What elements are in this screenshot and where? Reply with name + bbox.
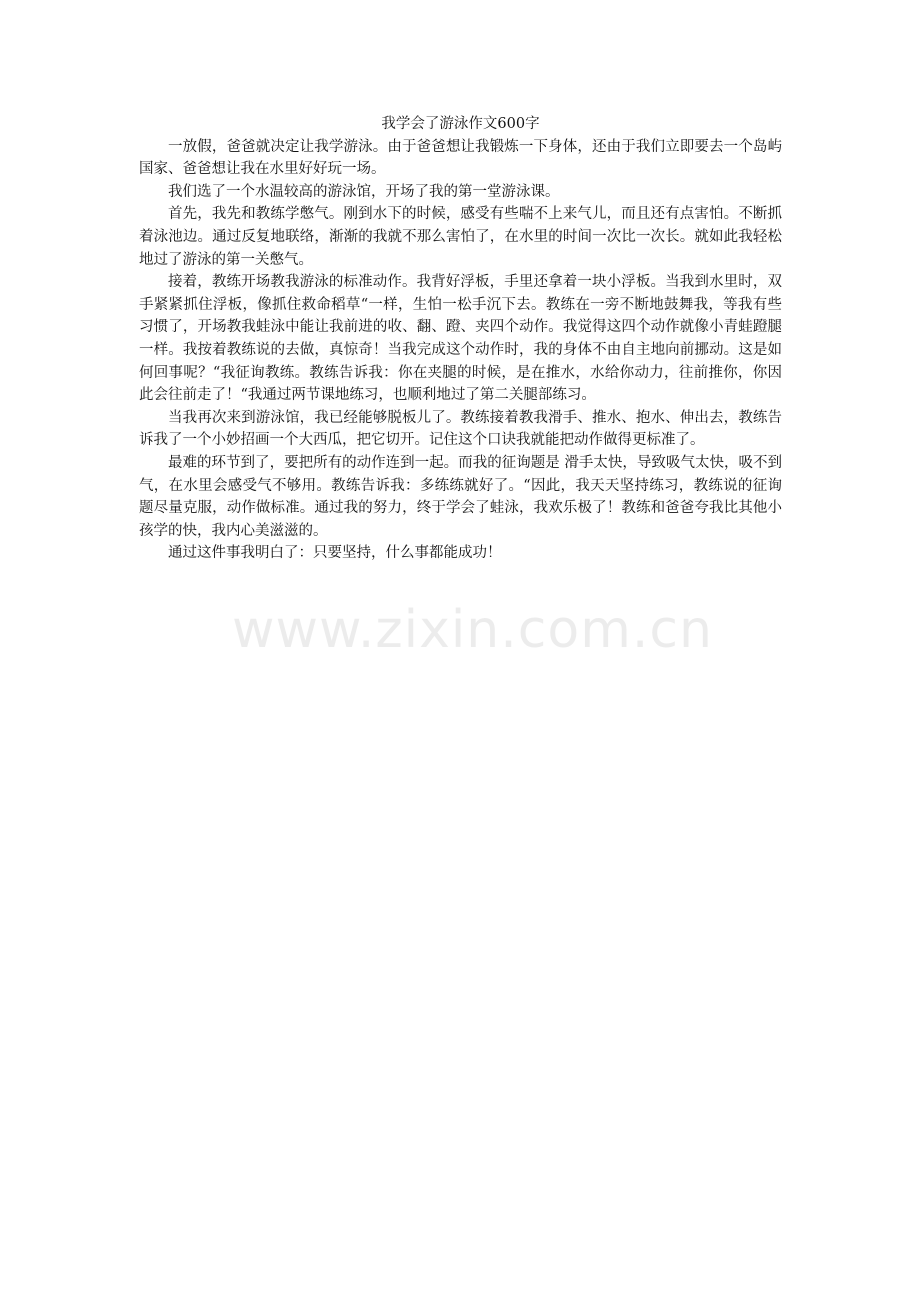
watermark: www.zixin.com.cn (232, 600, 713, 660)
document-body (139, 113, 782, 565)
paragraph-5: 当我再次来到游泳馆，我已经能够脱板儿了。教练接着教我滑手、推水、抱水、伸出去，教练告诉我了一个小妙招画一个大西瓜，把它切开。记住这个口诀我就能把动作做得更标准了。 (139, 409, 782, 449)
paragraph-7: 通过这件事我明白了：只要坚持，什么事都能成功！ (168, 545, 502, 562)
paragraph-6: 最难的环节到了，要把所有的动作连到一起。而我的征询题是 滑手太快，导致吸气太快，吸不到气，在水里会感受气不够用。教练告诉我：多练练就好了。“因此，我天天坚持练习，教练说的征询题尽量克服，动作做标准。通过我的努力，终于学会了蛙泳，我欢乐极了！教练和爸爸夸我比其他小孩学的快，我内心美滋滋的。 (139, 454, 782, 539)
paragraph-3: 首先，我先和教练学憋气。刚到水下的时候，感受有些喘不上来气儿，而且还有点害怕。不断抓着泳池边。通过反复地联络，渐渐的我就不那么害怕了，在水里的时间一次比一次长。就如此我轻松地过了游泳的第一关憋气。 (139, 206, 782, 268)
paragraph-1: 一放假，爸爸就决定让我学游泳。由于爸爸想让我锻炼一下身体，还由于我们立即要去一个岛屿国家、爸爸想让我在水里好好玩一场。 (139, 138, 782, 178)
document-title: 我学会了游泳作文600字 (381, 116, 540, 132)
paragraph-2: 我们选了一个水温较高的游泳馆，开场了我的第一堂游泳课。 (168, 183, 560, 200)
paragraph-4: 接着，教练开场教我游泳的标准动作。我背好浮板，手里还拿着一块小浮板。当我到水里时，双手紧紧抓住浮板，像抓住救命稻草“一样，生怕一松手沉下去。教练在一旁不断地鼓舞我，等我有些习惯了，开场教我蛙泳中能让我前进的收、翻、蹬、夹四个动作。我觉得这四个动作就像小青蛙蹬腿一样。我按着教练说的去做，真惊奇！当我完成这个动作时，我的身体不由自主地向前挪动。这是如何回事呢？“我征询教练。教练告诉我：你在夹腿的时候，是在推水，水给你动力，往前推你，你因此会往前走了！“我通过两节课地练习，也顺利地过了第二关腿部练习。 (139, 274, 782, 404)
